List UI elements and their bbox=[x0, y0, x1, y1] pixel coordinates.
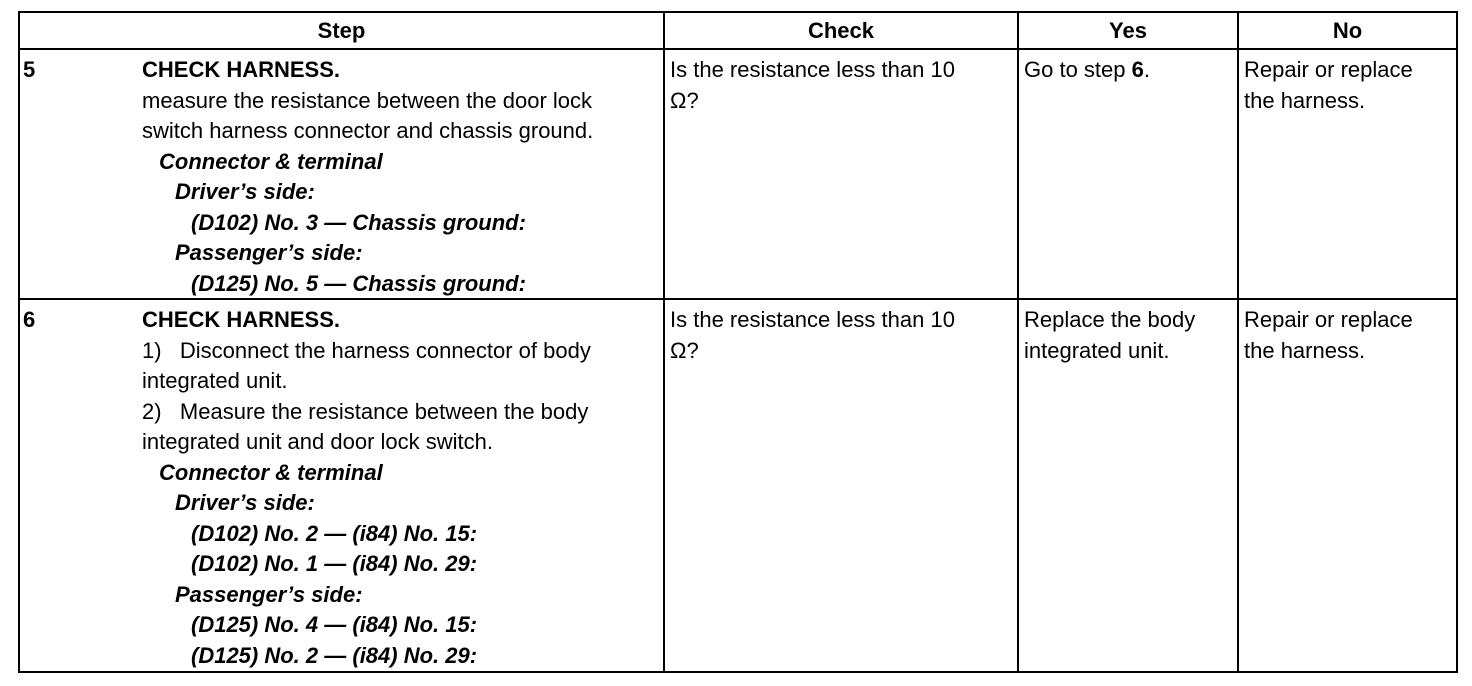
step-number: 5 bbox=[23, 57, 36, 82]
no-text: the harness. bbox=[1244, 337, 1366, 363]
driver-side-label: Driver’s side: bbox=[175, 179, 315, 204]
yes-step-ref: 6 bbox=[1131, 57, 1144, 82]
terminal-spec: (D102) No. 3 — Chassis ground: bbox=[191, 209, 526, 235]
terminal-spec: (D125) No. 4 — (i84) No. 15: bbox=[191, 612, 478, 637]
check-text: Is the resistance less than 10 bbox=[670, 307, 955, 332]
header-no: No bbox=[1332, 17, 1363, 43]
step-5-body bbox=[142, 55, 593, 299]
terminal-spec: (D102) No. 2 — (i84) No. 15: bbox=[191, 520, 478, 546]
passenger-side-label: Passenger’s side: bbox=[175, 581, 363, 607]
header-check: Check bbox=[807, 17, 875, 43]
terminal-spec: (D102) No. 1 — (i84) No. 29: bbox=[191, 551, 478, 576]
step-description: measure the resistance between the door lock bbox=[142, 87, 593, 113]
substep-number: 1) bbox=[142, 337, 162, 363]
column-divider bbox=[663, 13, 665, 671]
substep-text: integrated unit and door lock switch. bbox=[142, 429, 493, 454]
yes-cell bbox=[1024, 305, 1195, 366]
step-title: CHECK HARNESS. bbox=[142, 57, 341, 82]
no-text: the harness. bbox=[1244, 87, 1366, 113]
connector-label: Connector & terminal bbox=[159, 459, 383, 485]
check-cell bbox=[670, 305, 955, 366]
step-6-body bbox=[142, 305, 591, 671]
no-cell bbox=[1244, 55, 1413, 116]
connector-label: Connector & terminal bbox=[159, 148, 383, 174]
header-yes: Yes bbox=[1109, 17, 1147, 43]
step-number: 6 bbox=[23, 307, 36, 332]
no-text: Repair or replace bbox=[1244, 57, 1413, 82]
driver-side-label: Driver’s side: bbox=[175, 490, 315, 515]
yes-text: integrated unit. bbox=[1024, 337, 1170, 363]
yes-cell bbox=[1024, 55, 1150, 86]
yes-text: Replace the body bbox=[1024, 307, 1196, 332]
substep-text: integrated unit. bbox=[142, 368, 288, 393]
step-title: CHECK HARNESS. bbox=[142, 307, 341, 332]
passenger-side-label: Passenger’s side: bbox=[175, 240, 363, 265]
terminal-spec: (D125) No. 2 — (i84) No. 29: bbox=[191, 642, 478, 668]
substep-text: Measure the resistance between the body bbox=[179, 398, 589, 424]
no-text: Repair or replace bbox=[1244, 307, 1413, 332]
column-divider bbox=[1017, 13, 1019, 671]
check-text: Is the resistance less than 10 bbox=[670, 57, 955, 82]
step-description: switch harness connector and chassis ground. bbox=[142, 118, 594, 143]
no-cell bbox=[1244, 305, 1413, 366]
yes-text: Go to step bbox=[1024, 57, 1132, 82]
check-text: Ω? bbox=[670, 87, 699, 113]
check-cell bbox=[670, 55, 955, 116]
substep-text: Disconnect the harness connector of body bbox=[179, 337, 591, 363]
row-divider bbox=[20, 48, 1456, 50]
substep-number: 2) bbox=[142, 398, 162, 424]
yes-text: . bbox=[1143, 57, 1150, 82]
terminal-spec: (D125) No. 5 — Chassis ground: bbox=[191, 270, 526, 296]
column-divider bbox=[1237, 13, 1239, 671]
header-step: Step bbox=[317, 17, 366, 43]
diagnostic-table bbox=[18, 11, 1458, 673]
check-text: Ω? bbox=[670, 337, 699, 363]
